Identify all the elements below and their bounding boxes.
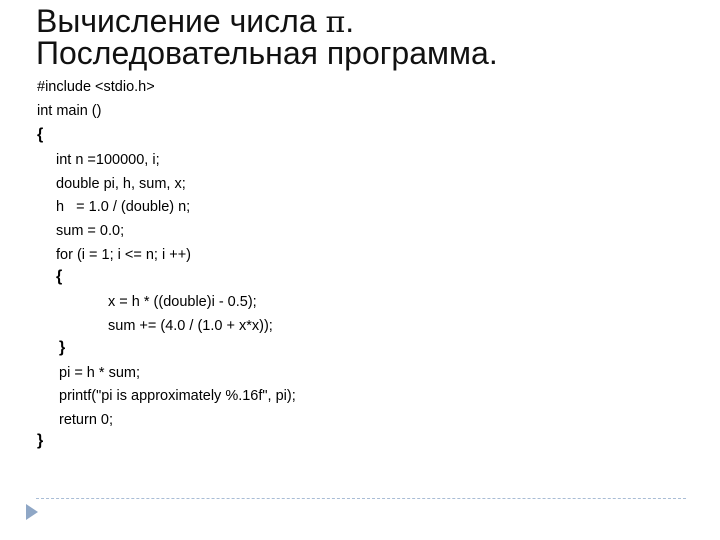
code-line-h-assign: h = 1.0 / (double) n; — [56, 199, 191, 215]
triangle-right-icon — [26, 504, 38, 520]
pi-symbol: π — [325, 5, 346, 40]
code-line-main: int main () — [37, 103, 102, 119]
code-line-int-decl: int n =100000, i; — [56, 152, 160, 168]
code-line-loop-close: } — [59, 339, 66, 356]
code-line-x-assign: x = h * ((double)i - 0.5); — [108, 294, 257, 310]
code-line-for: for (i = 1; i <= n; i ++) — [56, 247, 191, 263]
slide-title-suffix: . — [345, 3, 355, 39]
slide-title-line-1 — [36, 3, 696, 40]
code-line-return: return 0; — [59, 412, 113, 428]
footer-divider — [36, 498, 686, 499]
code-line-open-brace: { — [37, 126, 44, 143]
code-line-loop-open: { — [56, 268, 63, 285]
code-line-pi-assign: pi = h * sum; — [59, 365, 140, 381]
code-line-close-brace: } — [37, 432, 44, 449]
code-line-sum-init: sum = 0.0; — [56, 223, 125, 239]
slide-title-prefix: Вычисление числа — [36, 3, 326, 39]
code-line-double-decl: double pi, h, sum, x; — [56, 176, 186, 192]
slide-title-line-2: Последовательная программа. — [36, 35, 498, 71]
code-line-include: #include <stdio.h> — [37, 79, 155, 95]
code-line-sum-add: sum += (4.0 / (1.0 + x*x)); — [108, 318, 273, 334]
slide-title — [36, 3, 696, 71]
code-line-printf: printf("pi is approximately %.16f", pi); — [59, 388, 296, 404]
